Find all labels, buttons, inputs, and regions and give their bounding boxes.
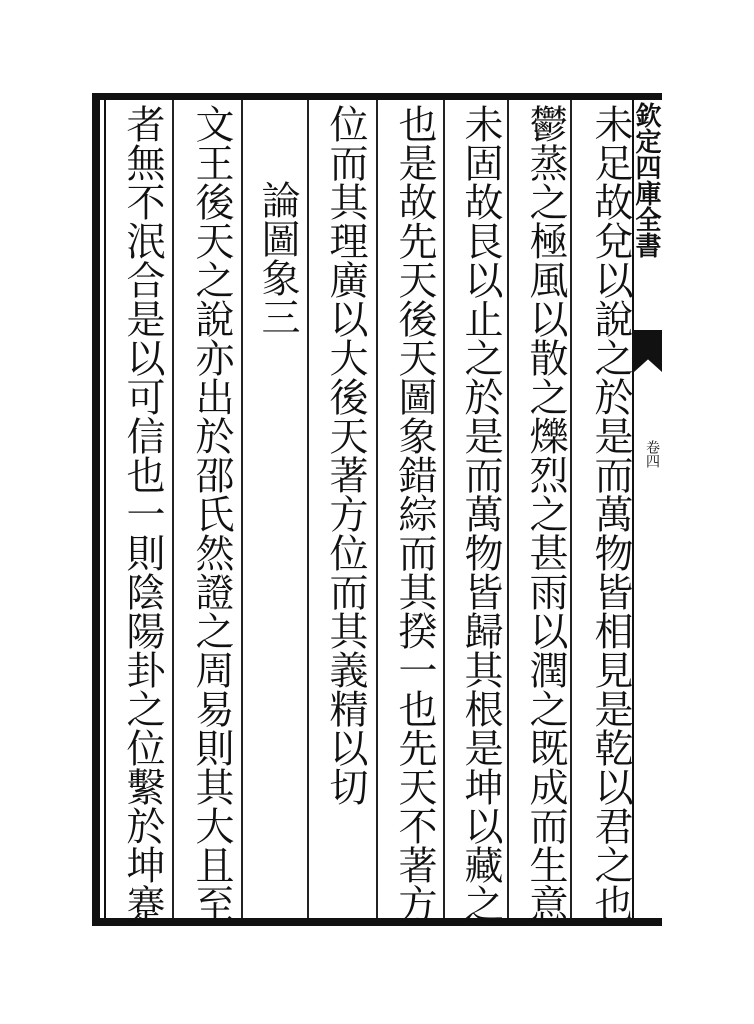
column-rule [241, 100, 243, 918]
margin-volume-label: 卷四 [644, 440, 660, 468]
margin-book-title: 欽定四庫全書 [631, 102, 661, 258]
column-rule [507, 100, 509, 918]
text-column: 者無不泯合是以可信也一則陰陽卦之位繫於坤蹇 [120, 104, 165, 923]
fishtail-mark [634, 330, 662, 372]
column-rule [376, 100, 378, 918]
text-column: 未足故兌以說之於是而萬物皆相見是乾以君之也 [588, 104, 633, 923]
column-rule [570, 100, 572, 918]
frame-top-border [92, 93, 662, 100]
frame-left-border [92, 93, 100, 926]
text-column: 未固故艮以止之於是而萬物皆歸其根是坤以藏之 [458, 104, 503, 923]
text-column: 位而其理廣以大後天著方位而其義精以切 [323, 104, 368, 806]
text-column: 鬱蒸之極風以散之爍烈之甚雨以潤之既成而生意 [523, 104, 568, 923]
text-column: 文王後天之說亦出於邵氏然證之周易則其大且至 [189, 104, 234, 923]
text-column: 也是故先天後天圖象錯綜而其揆一也先天不著方 [392, 104, 437, 923]
column-rule [172, 100, 174, 918]
column-rule [307, 100, 309, 918]
frame-left-inner-border [104, 100, 106, 918]
section-heading: 論圖象三 [255, 180, 300, 336]
frame-bottom-border [92, 918, 662, 926]
column-rule [443, 100, 445, 918]
